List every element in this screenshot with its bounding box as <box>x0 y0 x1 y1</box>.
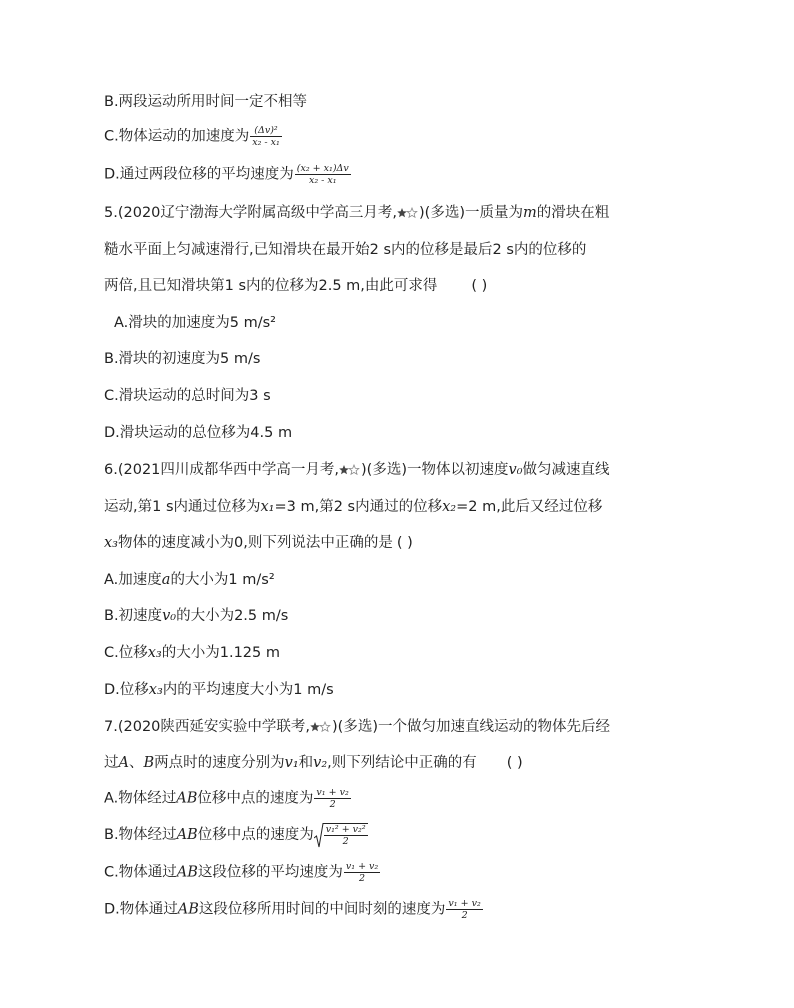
q6-option-b <box>104 606 288 626</box>
option-text: 的大小为2.5 m/s <box>176 608 289 624</box>
option-text: B.物体经过 <box>104 827 177 843</box>
q7-option-d <box>104 898 483 921</box>
q4-option-d-fraction <box>295 163 351 186</box>
option-text: A.物体经过 <box>104 790 177 807</box>
option-text: 内的平均速度大小为1 m/s <box>162 682 334 698</box>
q5-mass-variable: m <box>523 205 537 221</box>
q7-point-a: A <box>118 755 129 771</box>
q7-v2-variable: v₂ <box>313 755 328 771</box>
q4-option-d-text: D.通过两段位移的平均速度为 <box>104 166 294 183</box>
q6-stem-line-3 <box>104 533 413 553</box>
q6-option-c <box>104 643 280 663</box>
q4-option-c-text: C.物体运动的加速度为 <box>104 128 250 145</box>
option-text: B.初速度 <box>104 608 163 624</box>
q6-v0-variable: v₀ <box>162 608 177 624</box>
q7-stem-text: 两点时的速度分别为 <box>154 755 285 771</box>
fraction-denominator: 2 <box>329 799 336 810</box>
q7-option-b-fraction <box>324 823 368 847</box>
fraction-denominator: x₂ - x₁ <box>308 175 337 186</box>
q6-option-a <box>104 570 275 590</box>
fraction-numerator: v₁² + v₂² <box>325 824 366 835</box>
q4-option-c-fraction <box>250 125 282 148</box>
q7-stem-text: 过 <box>104 755 119 771</box>
q5-stem-text: 两倍,且已知滑块第1 s内的位移为2.5 m,由此可求得 <box>104 278 438 294</box>
q5-stem-line-1 <box>104 203 609 223</box>
q7-option-b-sqrt <box>314 823 368 847</box>
option-text: 这段位移所用时间的中间时刻的速度为 <box>198 901 446 918</box>
q7-stem-text: )(多选)一个做匀加速直线运动的物体先后经 <box>332 719 610 735</box>
fraction-numerator: (x₂ + x₁)Δv <box>296 163 349 174</box>
difficulty-star-icon <box>310 721 332 733</box>
q5-option-d: D.滑块运动的总位移为4.5 m <box>104 425 293 441</box>
q7-option-a-fraction <box>314 787 350 810</box>
q6-stem-text: 运动,第1 s内通过位移为 <box>104 499 261 515</box>
q7-option-a <box>104 787 351 810</box>
q5-stem-line-3 <box>104 276 487 296</box>
q7-segment-ab: AB <box>176 864 198 881</box>
q7-option-c-fraction <box>344 861 380 884</box>
q6-x1-variable: x₁ <box>260 499 275 515</box>
q7-option-c <box>104 861 380 884</box>
fraction-denominator: 2 <box>461 910 468 921</box>
q6-stem-text-end: 做匀减速直线 <box>522 462 610 478</box>
q6-answer-blank: ( ) <box>396 535 413 551</box>
fraction-denominator: 2 <box>342 836 349 847</box>
q4-option-d <box>104 163 351 186</box>
option-text: 的大小为1 m/s² <box>170 572 275 588</box>
q7-stem-line-2 <box>104 753 523 773</box>
q6-stem-text: =2 m,此后又经过位移 <box>456 499 603 515</box>
q5-option-a: A.滑块的加速度为5 m/s² <box>114 315 276 331</box>
option-text: A.加速度 <box>104 572 162 588</box>
q6-stem-line-1 <box>104 460 610 480</box>
q6-stem-text: )(多选)一物体以初速度 <box>361 462 509 478</box>
q7-segment-ab: AB <box>176 790 198 807</box>
q5-option-c: C.滑块运动的总时间为3 s <box>104 388 271 404</box>
q7-stem-text: 和 <box>298 755 314 771</box>
q7-stem-line-1 <box>104 717 610 737</box>
fraction-denominator: x₂ - x₁ <box>252 137 280 148</box>
fraction-numerator: v₁ + v₂ <box>448 898 481 909</box>
q6-stem-text: =3 m,第2 s内通过的位移 <box>274 499 443 515</box>
q6-v0-variable: v₀ <box>508 462 523 478</box>
q6-x3-variable: x₃ <box>148 682 163 698</box>
q7-option-b <box>104 823 368 847</box>
option-text: 位移中点的速度为 <box>197 827 314 843</box>
difficulty-star-icon <box>339 464 361 476</box>
q6-x3-variable: x₃ <box>104 535 118 551</box>
q6-x2-variable: x₂ <box>442 499 457 515</box>
option-text: 这段位移的平均速度为 <box>197 864 343 881</box>
option-text: 位移中点的速度为 <box>197 790 314 807</box>
fraction-denominator: 2 <box>359 873 366 884</box>
q7-v1-variable: v₁ <box>284 755 299 771</box>
q6-a-variable: a <box>161 572 171 588</box>
q5-source: 5.(2020辽宁渤海大学附属高级中学高三月考, <box>104 205 398 221</box>
fraction-numerator: (Δv)² <box>250 125 282 137</box>
option-text: C.位移 <box>104 645 148 661</box>
q7-answer-blank: ( ) <box>506 755 523 771</box>
q5-answer-blank: ( ) <box>471 278 488 294</box>
q5-stem-text-end: 的滑块在粗 <box>536 205 610 221</box>
q5-option-b: B.滑块的初速度为5 m/s <box>104 351 261 367</box>
fraction-numerator: v₁ + v₂ <box>316 787 349 798</box>
q7-segment-ab: AB <box>177 901 199 918</box>
q5-stem-text: )(多选)一质量为 <box>419 205 523 221</box>
option-text: D.位移 <box>104 682 149 698</box>
q7-option-d-fraction <box>446 898 482 921</box>
option-text: 的大小为1.125 m <box>161 645 280 661</box>
q4-option-c <box>104 125 282 148</box>
q4-option-b: B.两段运动所用时间一定不相等 <box>104 94 308 110</box>
option-text: D.物体通过 <box>104 901 178 918</box>
q6-stem-line-2 <box>104 497 602 517</box>
q6-x3-variable: x₃ <box>147 645 162 661</box>
q5-stem-line-2: 糙水平面上匀减速滑行,已知滑块在最开始2 s内的位移是最后2 s内的位移的 <box>104 242 587 258</box>
q7-point-b: B <box>143 755 155 771</box>
square-root-icon <box>314 823 324 849</box>
q6-option-d <box>104 680 334 700</box>
q6-source: 6.(2021四川成都华西中学高一月考, <box>104 462 340 478</box>
q7-source: 7.(2020陕西延安实验中学联考, <box>104 719 311 735</box>
q7-segment-ab: AB <box>176 827 198 843</box>
q7-separator: 、 <box>128 755 144 771</box>
difficulty-star-icon <box>397 207 419 219</box>
option-text: C.物体通过 <box>104 864 177 881</box>
q7-stem-text: ,则下列结论中正确的有 <box>327 755 477 771</box>
q6-stem-text: 物体的速度减小为0,则下列说法中正确的是 <box>118 535 393 551</box>
fraction-numerator: v₁ + v₂ <box>345 861 379 872</box>
